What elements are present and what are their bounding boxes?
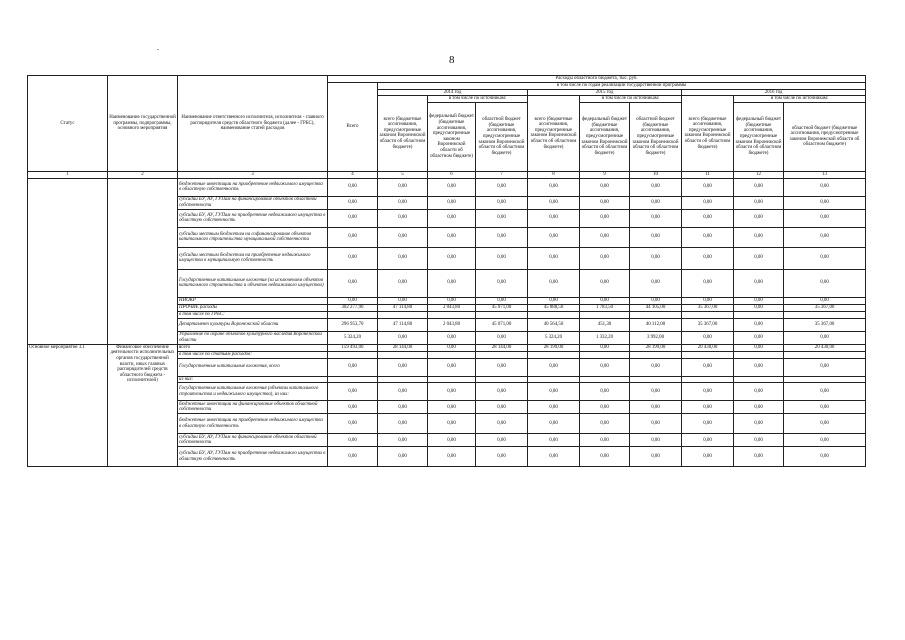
row-value: 0,00 [428, 297, 476, 304]
row-value: 0,00 [378, 358, 428, 376]
row-value: 0,00 [682, 331, 734, 344]
row-value: 0,00 [734, 297, 784, 304]
header-2015-federal: федеральный бюджет (бюджетные ассигнования, предусмотренные законом Воронежской области об областном бюджете) [580, 102, 630, 171]
row-value: 0,00 [630, 227, 682, 247]
header-2014-regional: областной бюджет (бюджетные ассигнования, предусмотренные законом Воронежской области об областном бюджете) [476, 102, 528, 171]
row-value: 35 367,00 [682, 318, 734, 331]
column-number: 5 [378, 171, 428, 178]
column-number: 3 [178, 171, 328, 178]
row-value: 0,00 [378, 227, 428, 247]
row-value: 0,00 [378, 297, 428, 304]
row-value [378, 376, 428, 383]
row-value [328, 351, 378, 358]
row-value: 0,00 [682, 358, 734, 376]
row-value: 0,00 [580, 196, 630, 209]
row-value: 159 493,00 [328, 344, 378, 351]
row-value: 0,00 [734, 209, 784, 227]
row-value: 0,00 [528, 414, 580, 434]
row-value: 0,00 [630, 358, 682, 376]
row-label: Государственные капитальные вложения (объекты капитального строительства и недвижимого имущества), из них: [178, 383, 328, 401]
row-label: из них: [178, 376, 328, 383]
row-value: 5 324,20 [328, 331, 378, 344]
row-value: 0,00 [328, 358, 378, 376]
row-value: 0,00 [682, 178, 734, 196]
row-value: 0,00 [734, 247, 784, 269]
row-value: 0,00 [378, 269, 428, 297]
header-2016-federal: федеральный бюджет (бюджетные ассигнования, предусмотренные законом Воронежской области об областном бюджете) [734, 102, 784, 171]
row-value: 451,30 [580, 318, 630, 331]
row-value: 0,00 [784, 247, 866, 269]
row-value [734, 311, 784, 318]
row-value: 0,00 [328, 434, 378, 447]
row-value: 0,00 [528, 434, 580, 447]
header-2014-total: всего (бюджетные ассигнования, предусмотренные законом Воронежской области об областном бюджете) [378, 96, 428, 172]
row-value: 0,00 [682, 383, 734, 401]
row-value: 20 430,00 [682, 344, 734, 351]
row-value: 0,00 [630, 196, 682, 209]
row-value: 0,00 [630, 414, 682, 434]
row-value: 0,00 [580, 434, 630, 447]
row-value: 0,00 [734, 344, 784, 351]
row-value: 0,00 [378, 383, 428, 401]
row-value [580, 311, 630, 318]
row-label: субсидии местным бюджетам на софинансирование объектов капитального строительства муниципальной собственности [178, 227, 328, 247]
row-label: бюджетные инвестиции на финансирование объектов областной собственности [178, 401, 328, 414]
row-value [428, 376, 476, 383]
row-value [328, 376, 378, 383]
row-value: 0,00 [476, 269, 528, 297]
table-row [28, 178, 866, 196]
row-label: бюджетные инвестиции на приобретение недвижимого имущества в областную собственность [178, 178, 328, 196]
row-value: 3 992,00 [630, 331, 682, 344]
row-value: 0,00 [784, 383, 866, 401]
row-value: 0,00 [476, 209, 528, 227]
program-empty-cell [108, 178, 178, 344]
row-value: 0,00 [784, 331, 866, 344]
row-value: 44 105,00 [630, 304, 682, 311]
row-value: 0,00 [428, 383, 476, 401]
row-value: 0,00 [630, 383, 682, 401]
row-value: 28 144,00 [476, 344, 528, 351]
row-value: 0,00 [378, 196, 428, 209]
row-label: Управление по охране объектов культурного наследия Воронежской области [178, 331, 328, 344]
row-value: 0,00 [528, 401, 580, 414]
row-label: всего [178, 344, 328, 351]
row-value: 0,00 [734, 269, 784, 297]
row-value: 45 071,00 [476, 304, 528, 311]
row-value [682, 311, 734, 318]
column-number-row [28, 171, 866, 178]
row-value: 0,00 [528, 269, 580, 297]
row-value: 0,00 [784, 227, 866, 247]
row-value: 0,00 [328, 447, 378, 467]
page-number: 8 [449, 54, 455, 66]
row-value: 0,00 [428, 434, 476, 447]
row-value: 28 199,00 [630, 344, 682, 351]
row-label: в том числе по статьям расходов: [178, 351, 328, 358]
header-2015-total: всего (бюджетные ассигнования, предусмотренные законом Воронежской области об областном бюджете) [528, 96, 580, 172]
row-value: 0,00 [428, 414, 476, 434]
row-value [580, 351, 630, 358]
row-value: 0,00 [476, 447, 528, 467]
column-number: 1 [28, 171, 108, 178]
row-value: 0,00 [784, 196, 866, 209]
row-value: 0,00 [784, 414, 866, 434]
row-value: 0,00 [378, 434, 428, 447]
row-value: 0,00 [784, 269, 866, 297]
header-program-name: Наименование государственной программы, подпрограммы, основного мероприятия [108, 76, 178, 172]
header-by-year: в том числе по годам реализации государственной программы [378, 83, 866, 90]
row-value: 0,00 [580, 383, 630, 401]
column-number: 9 [580, 171, 630, 178]
table-row [28, 344, 866, 351]
row-value [476, 311, 528, 318]
row-label: субсидии БУ, АУ, ГУПам на приобретение недвижимого имущества в областную собственность [178, 447, 328, 467]
row-value: 0,00 [476, 247, 528, 269]
row-value: 0,00 [476, 401, 528, 414]
row-value: 0,00 [682, 247, 734, 269]
row-value: 0,00 [630, 247, 682, 269]
row-value: 0,00 [682, 414, 734, 434]
main-activity-name: Финансовое обеспечение деятельности исполнительных органов государственной власти, иных главных распорядителей средств областного бюджета - исполнителей) [108, 344, 178, 467]
row-value: 45 071,00 [476, 318, 528, 331]
row-value: 0,00 [328, 227, 378, 247]
row-value: 0,00 [580, 344, 630, 351]
row-value: 0,00 [328, 247, 378, 269]
row-value: 40 112,00 [630, 318, 682, 331]
row-value: 0,00 [328, 269, 378, 297]
header-2014-sources: в том числе по источникам: [428, 96, 528, 103]
table-body [28, 178, 866, 467]
row-label: бюджетные инвестиции на приобретение недвижимого имущества в областную собственность [178, 414, 328, 434]
row-value: 1 783,50 [580, 304, 630, 311]
row-label: ПРОЧИЕ расходы [178, 304, 328, 311]
row-value: 0,00 [580, 358, 630, 376]
row-value: 0,00 [734, 178, 784, 196]
row-value: 0,00 [328, 383, 378, 401]
row-value: 302 277,90 [328, 304, 378, 311]
table-header [28, 76, 866, 172]
row-value: 0,00 [476, 434, 528, 447]
row-value: 2 043,80 [428, 318, 476, 331]
header-2016-sources: в том числе по источникам: [734, 96, 866, 103]
row-value: 0,00 [328, 401, 378, 414]
row-value: 0,00 [528, 383, 580, 401]
row-value: 0,00 [734, 227, 784, 247]
row-value: 0,00 [784, 434, 866, 447]
row-value: 0,00 [428, 358, 476, 376]
row-label: субсидии БУ, АУ, ГУПам на приобретение недвижимого имущества в областную собственность [178, 209, 328, 227]
row-value [476, 351, 528, 358]
row-value: 0,00 [784, 297, 866, 304]
row-value: 0,00 [580, 269, 630, 297]
header-2016-regional: областной бюджет (бюджетные ассигнования, предусмотренные законом Воронежской области об областном бюджете) [784, 102, 866, 171]
row-label: субсидии местным бюджетам на приобретение недвижимого имущества в муниципальную собственность [178, 247, 328, 269]
row-value: 0,00 [476, 358, 528, 376]
row-value: 0,00 [630, 209, 682, 227]
row-value: 47 114,80 [378, 318, 428, 331]
row-value: 45 888,50 [528, 304, 580, 311]
row-value: 0,00 [784, 358, 866, 376]
column-number: 6 [428, 171, 476, 178]
row-value: 0,00 [630, 178, 682, 196]
row-value: 0,00 [580, 209, 630, 227]
row-value: 0,00 [734, 331, 784, 344]
row-value: 0,00 [378, 447, 428, 467]
column-number: 13 [784, 171, 866, 178]
row-value: 0,00 [528, 358, 580, 376]
row-value [784, 311, 866, 318]
row-value: 0,00 [734, 304, 784, 311]
row-value [682, 351, 734, 358]
row-label: Государственные капитальные вложения (за исключением объектов капитального строительства и объектов недвижимого имущества) [178, 269, 328, 297]
header-expenses-title: Расходы областного бюджета, тыс. руб. [328, 76, 866, 83]
row-value: 0,00 [784, 447, 866, 467]
row-value: 0,00 [528, 247, 580, 269]
row-value: 0,00 [428, 331, 476, 344]
row-value [428, 351, 476, 358]
row-value: 0,00 [378, 209, 428, 227]
row-value: 0,00 [528, 447, 580, 467]
row-value [682, 376, 734, 383]
row-value [784, 351, 866, 358]
row-value: 35 367,00 [784, 318, 866, 331]
row-value: 0,00 [580, 401, 630, 414]
row-value: 0,00 [734, 196, 784, 209]
row-value: 35 367,00 [682, 304, 734, 311]
row-value: 0,00 [528, 178, 580, 196]
row-value: 0,00 [580, 414, 630, 434]
header-year-2016: 2016 год [682, 89, 866, 96]
row-value: 0,00 [378, 401, 428, 414]
row-value: 0,00 [630, 434, 682, 447]
row-value: 2 043,80 [428, 304, 476, 311]
row-value: 0,00 [682, 227, 734, 247]
row-value: 0,00 [428, 209, 476, 227]
header-2016-total: всего (бюджетные ассигнования, предусмотренные законом Воронежской области об областном бюджете) [682, 96, 734, 172]
header-executor: Наименование ответственного исполнителя, исполнителя - главного распорядителя средств областного бюджета (далее - ГРБС), наименование статей расходов [178, 76, 328, 172]
row-value: 0,00 [682, 297, 734, 304]
row-value: 40 564,50 [528, 318, 580, 331]
row-value: 0,00 [428, 344, 476, 351]
row-value: 0,00 [784, 401, 866, 414]
row-value [428, 311, 476, 318]
row-value: 0,00 [630, 269, 682, 297]
row-value [528, 376, 580, 383]
row-value: 5 324,20 [528, 331, 580, 344]
budget-table [27, 75, 866, 467]
row-value: 20 430,00 [784, 344, 866, 351]
row-value: 0,00 [476, 414, 528, 434]
row-value [528, 351, 580, 358]
row-value: 35 367,00 [784, 304, 866, 311]
row-value [630, 351, 682, 358]
row-value: 0,00 [580, 178, 630, 196]
column-number: 8 [528, 171, 580, 178]
row-value: 0,00 [734, 434, 784, 447]
row-value: 0,00 [682, 401, 734, 414]
row-value: 0,00 [328, 178, 378, 196]
row-value: 0,00 [784, 209, 866, 227]
row-value: 0,00 [734, 358, 784, 376]
row-value: 0,00 [528, 209, 580, 227]
row-value: 0,00 [580, 227, 630, 247]
header-status: Статус [28, 76, 108, 172]
status-main-activity: Основное мероприятие 3.1 [28, 344, 108, 467]
row-value [328, 311, 378, 318]
row-value: 0,00 [682, 434, 734, 447]
row-value [580, 376, 630, 383]
row-value: 0,00 [682, 269, 734, 297]
row-value: 0,00 [476, 196, 528, 209]
row-value: 0,00 [734, 401, 784, 414]
row-label: Государственные капитальные вложения, всего [178, 358, 328, 376]
row-value: 0,00 [378, 414, 428, 434]
row-value: 0,00 [476, 178, 528, 196]
row-value: 0,00 [476, 297, 528, 304]
row-value: 0,00 [734, 318, 784, 331]
row-value: 47 114,80 [378, 304, 428, 311]
row-label: Департамент культуры Воронежской области [178, 318, 328, 331]
row-value: 0,00 [476, 331, 528, 344]
row-value: 0,00 [476, 227, 528, 247]
row-value [378, 311, 428, 318]
header-2015-regional: областной бюджет (бюджетные ассигнования, предусмотренные законом Воронежской области об областном бюджете) [630, 102, 682, 171]
row-value: 0,00 [328, 414, 378, 434]
row-value [734, 376, 784, 383]
row-value: 0,00 [734, 414, 784, 434]
row-value: 28 144,00 [378, 344, 428, 351]
row-value: 0,00 [528, 196, 580, 209]
column-number: 2 [108, 171, 178, 178]
row-value [476, 376, 528, 383]
row-value: 0,00 [428, 227, 476, 247]
status-empty-cell [28, 178, 108, 344]
column-number: 11 [682, 171, 734, 178]
row-value: 0,00 [580, 447, 630, 467]
row-value: 0,00 [328, 209, 378, 227]
row-label: субсидии БУ, АУ, ГУПам на финансирование объектов областной собственности [178, 196, 328, 209]
row-value: 0,00 [630, 297, 682, 304]
row-value: 0,00 [580, 247, 630, 269]
header-total: Всего [328, 83, 378, 172]
row-value [734, 351, 784, 358]
header-2015-sources: в том числе по источникам: [580, 96, 682, 103]
column-number: 4 [328, 171, 378, 178]
row-label: НИОКР [178, 297, 328, 304]
page-dot: . [157, 43, 159, 52]
row-value: 0,00 [784, 178, 866, 196]
column-number: 10 [630, 171, 682, 178]
row-value [378, 351, 428, 358]
header-year-2015: 2015 год [528, 89, 682, 96]
row-value: 0,00 [682, 447, 734, 467]
row-value: 0,00 [682, 209, 734, 227]
row-label: в том числе по ГРБС: [178, 311, 328, 318]
row-value [630, 311, 682, 318]
row-value: 296 953,70 [328, 318, 378, 331]
row-value: 0,00 [630, 401, 682, 414]
row-value: 0,00 [378, 178, 428, 196]
row-value [784, 376, 866, 383]
row-value: 0,00 [378, 247, 428, 269]
row-value: 0,00 [528, 227, 580, 247]
header-2014-federal: федеральный бюджет (бюджетные ассигнования, предусмотренные законом Воронежской области об областном бюджете) [428, 102, 476, 171]
row-value: 0,00 [428, 447, 476, 467]
row-value: 0,00 [580, 297, 630, 304]
column-number: 12 [734, 171, 784, 178]
row-value: 0,00 [734, 447, 784, 467]
row-value: 0,00 [378, 331, 428, 344]
row-value: 0,00 [734, 383, 784, 401]
row-value: 0,00 [682, 196, 734, 209]
row-value: 0,00 [428, 178, 476, 196]
row-value: 0,00 [630, 447, 682, 467]
row-value: 0,00 [328, 196, 378, 209]
column-numbers [28, 171, 866, 178]
row-value: 28 199,00 [528, 344, 580, 351]
row-value: 0,00 [428, 401, 476, 414]
row-value: 0,00 [528, 297, 580, 304]
row-value [528, 311, 580, 318]
column-number: 7 [476, 171, 528, 178]
row-value: 0,00 [428, 269, 476, 297]
row-value: 0,00 [328, 297, 378, 304]
row-value: 0,00 [428, 196, 476, 209]
row-value: 0,00 [476, 383, 528, 401]
row-value: 1 332,20 [580, 331, 630, 344]
row-value [630, 376, 682, 383]
header-year-2014: 2014 год [378, 89, 528, 96]
row-value: 0,00 [428, 247, 476, 269]
row-label: субсидии БУ, АУ, ГУПам на финансирование объектов областной собственности [178, 434, 328, 447]
